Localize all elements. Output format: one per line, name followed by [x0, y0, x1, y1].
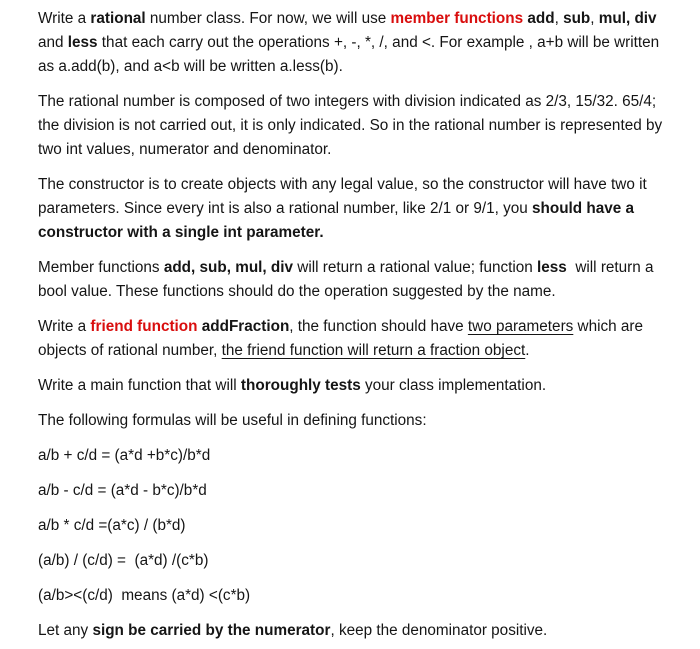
text-run: Write a [38, 318, 91, 335]
text-run: that each carry out the operations +, -, *, /, and <. For example , a+b will be written as a.add(b), and a<b will be written a.less(b). [38, 34, 664, 75]
text-run: , the function should have [289, 318, 468, 335]
text-run: Write a main function that will [38, 377, 241, 394]
text-run: the friend function will return a fraction object [221, 342, 526, 359]
text-run: The following formulas will be useful in defining functions: [38, 412, 427, 429]
text-run: (a/b><(c/d) means (a*d) <(c*b) [38, 587, 251, 604]
text-run: add, sub, mul, div [163, 259, 294, 276]
text-run: a/b - c/d = (a*d - b*c)/b*d [38, 482, 207, 499]
text-run: , [590, 10, 599, 27]
text-run: addFraction [201, 318, 290, 335]
paragraph [38, 444, 664, 468]
text-run: member functions [390, 10, 524, 27]
text-run: , [554, 10, 564, 27]
paragraph [38, 315, 664, 363]
paragraph [38, 7, 664, 79]
text-run: your class implementation. [360, 377, 547, 394]
text-run: sub [563, 10, 591, 27]
text-run: friend function [90, 318, 198, 335]
paragraph [38, 409, 664, 433]
text-run: two parameters [467, 318, 574, 335]
text-run: thoroughly tests [240, 377, 361, 394]
text-run: less [67, 34, 98, 51]
text-run: mul, div [598, 10, 657, 27]
text-run: will return a rational value; function [293, 259, 538, 276]
paragraph [38, 256, 664, 304]
text-run: add [527, 10, 555, 27]
text-run: will return a bool value. These functions should do the operation suggested by the name. [38, 259, 658, 300]
text-run: and [38, 10, 661, 51]
text-run: Write a [38, 10, 91, 27]
text-run: Let any [38, 622, 93, 639]
text-run: (a/b) / (c/d) = (a*d) /(c*b) [38, 552, 209, 569]
text-run: . [525, 342, 530, 359]
paragraph [38, 90, 667, 162]
paragraph [38, 549, 664, 573]
paragraph [38, 173, 664, 245]
document-body [38, 7, 667, 643]
text-run: rational [90, 10, 146, 27]
text-run: less [537, 259, 567, 276]
text-run: should have a constructor with a single int parameter. [38, 200, 639, 241]
text-run: The rational number is composed of two integers with division indicated as 2/3, 15/32. 65/4; the division is not carried out, it is only indicated. So in the rational number is represented by two int values, numerator and denominator. [38, 93, 667, 158]
text-run: , keep the denominator positive. [330, 622, 548, 639]
text-run: number class. For now, we will use [145, 10, 391, 27]
paragraph [38, 514, 664, 538]
paragraph [38, 584, 664, 608]
text-run: sign be carried by the numerator [92, 622, 331, 639]
text-run: a/b + c/d = (a*d +b*c)/b*d [38, 447, 211, 464]
text-run: Member functions [38, 259, 164, 276]
text-run: which are objects of rational number, [38, 318, 648, 359]
paragraph [38, 374, 664, 398]
paragraph [38, 619, 664, 643]
text-run: The constructor is to create objects with any legal value, so the constructor will have two it parameters. Since every int is also a rational number, like 2/1 or 9/1, you [38, 176, 652, 217]
text-run: a/b * c/d =(a*c) / (b*d) [38, 517, 186, 534]
paragraph [38, 479, 664, 503]
